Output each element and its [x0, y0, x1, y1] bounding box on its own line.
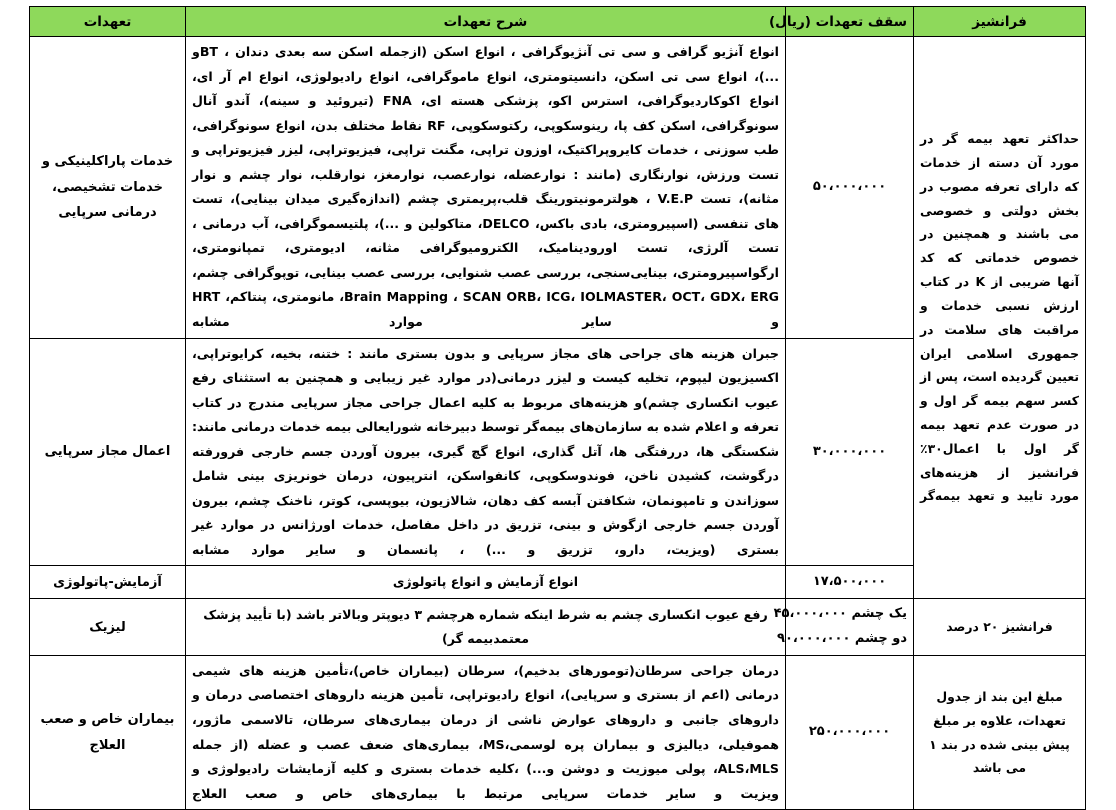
benefit-name-special: بیماران خاص و صعب العلاج	[30, 655, 186, 809]
benefit-name-lasik: لیزیک	[30, 599, 186, 655]
benefit-name-lab: آزمایش-پاتولوژی	[30, 566, 186, 599]
franchise-cell-lasik: فرانشیز ۲۰ درصد	[914, 599, 1086, 655]
ceiling-line-two-eyes: دو چشم ۹۰،۰۰۰،۰۰۰	[777, 631, 907, 647]
ceiling-cell-outpatient: ۳۰،۰۰۰،۰۰۰	[786, 338, 914, 566]
benefit-name-paraclinic: خدمات پاراکلینیکی و خدمات تشخیصی، درمانی سرپایی	[30, 37, 186, 339]
table-body	[30, 37, 1086, 810]
description-cell-special: درمان جراحی سرطان(تومورهای بدخیم)، سرطان (بیماران خاص)،تأمین هزینه های شیمی درمانی (اعم از بستری و سرپایی)، انواع رادیوتراپی، تأمین هزینه داروهای اختصاصی درمان و داروهای جانبی و داروهای عوارض ناشی از درمان بیماری‌های سرطان، تالاسمی ماژور، هموفیلی، دیالیزی و بیماران پره لوسمی،MS، بیماری‌های ضعف عصب و عضله (از جمله ALS،MLS، پولی میوزیت و دوشن و...) ،کلیه خدمات بستری و کلیه آزمایشات رادیولوژی و ویزیت و سایر خدمات سرپایی مرتبط با بیماری‌های خاص و صعب العلاج	[186, 655, 786, 809]
description-cell-lab: انواع آزمایش و انواع پاتولوژی	[186, 566, 786, 599]
ceiling-cell-lasik	[773, 599, 914, 655]
franchise-cell-paraclinic: حداکثر تعهد بیمه گر در مورد آن دسته از خدمات که دارای تعرفه مصوب در بخش دولتی و خصوصی می باشند و همچنین در خصوص خدماتی که کد آنها ضریبی از K در کتاب ارزش نسبی خدمات و مراقبت های سلامت در جمهوری اسلامی ایران تعیین گردیده است، پس از کسر سهم بیمه گر اول و در صورت عدم تعهد بیمه گر اول با اعمال۳۰٪ فرانشیز از هزینه‌های مورد تایید و تعهد بیمه‌گر	[914, 37, 1086, 599]
table-row	[30, 599, 1086, 655]
benefit-name-outpatient: اعمال مجاز سرپایی	[30, 338, 186, 566]
table-row	[30, 37, 1086, 339]
franchise-cell-special: مبلغ این بند از جدول تعهدات، علاوه بر مبلغ پیش بینی شده در بند ۱ می باشد	[914, 655, 1086, 809]
insurance-benefits-table	[29, 6, 1086, 810]
ceiling-line-one-eye: یک چشم ۴۵،۰۰۰،۰۰۰	[773, 606, 907, 622]
column-header-franchise: فرانشیز	[914, 7, 1086, 37]
table-header-row	[30, 7, 1086, 37]
column-header-benefit: تعهدات	[30, 7, 186, 37]
description-cell-outpatient: جبران هزینه های جراحی های مجاز سرپایی و بدون بستری مانند : ختنه، بخیه، کرایوتراپی، اکسیزیون لیپوم، تخلیه کیست و لیزر درمانی(در موارد غیر زیبایی و همچنین به استثنای رفع عیوب انکساری چشم)و هزینه‌های مربوط به کلیه اعمال جراحی مجاز سرپایی مندرج در کتاب تعرفه و اعلام شده به سازمان‌های بیمه‌گر توسط دبیرخانه شورایعالی بیمه خدمات درمانی مانند: شکستگی ها، دررفتگی ها، آتل گذاری، انواع گچ گیری، بیرون آوردن جسم خارجی فرورفته درگوشت، کشیدن ناخن، فوندوسکوپی، کانفواسکن، انترپیون، درمان خونریزی بینی شامل سوزاندن و تامپونمان، شکافتن آبسه کف دهان، شالازیون، بیوپسی، کوتر، ناخنک چشم، بیرون آوردن جسم خارجی ازگوش و بینی، تزریق در داخل مفاصل، خدمات اورژانس در موارد غیر بستری (ویزیت، دارو، تزریق و ...) ، پانسمان و سایر موارد مشابه	[186, 338, 786, 566]
ceiling-cell-lab: ۱۷،۵۰۰،۰۰۰	[786, 566, 914, 599]
ceiling-cell-special: ۲۵۰،۰۰۰،۰۰۰	[786, 655, 914, 809]
table-row	[30, 655, 1086, 809]
table-header	[30, 7, 1086, 37]
column-header-description: شرح تعهدات	[186, 7, 786, 37]
description-cell-paraclinic: انواع آنژیو گرافی و سی تی آنژیوگرافی ، انواع اسکن (ازجمله اسکن سه بعدی دندان ، BTو ...)، انواع سی تی اسکن، دانسیتومتری، انواع ماموگرافی، انواع رادیولوژی، انواع ام آر ای، انواع اکوکاردیوگرافی، استرس اکو، پزشکی هسته ای، FNA (تیروئید و سینه)، آندو آنال سونوگرافی، اسکن کف پا، رینوسکوپی، رکتوسکوپی، RF نقاط مختلف بدن، انواع سونوگرافی، طب سوزنی ، خدمات کایروپراکتیک، اوزون تراپی، مگنت تراپی، فیزیوتراپی، لیزر فیزیوتراپی و تست ورزش، نوارنگاری (مانند : نوارعضله، نوارعصب، نوارمغز، نوارقلب، نوار چشم و نوار مثانه)، تست V.E.P ، هولترمونیتورینگ قلب،پریمتری چشم (اندازه‌گیری میدان بینایی)، تست های تنفسی (اسپیرومتری، بادی باکس، DELCO، متاکولین و ...)، پلتیسموگرافی، آب درمانی ، تست آلرژی، تست اورودینامیک، الکترومیوگرافی مثانه، ادیومتری، تمپانومتری، ارگواسپیرومتری، بینایی‌سنجی، بررسی عصب شنوایی، بررسی عصب بینایی، توپوگرافی چشم، Brain Mapping ، SCAN ORB، ICG، IOLMASTER، OCT، GDX، ERG، مانومتری، پنتاکم، HRT و سایر موارد مشابه	[186, 37, 786, 339]
ceiling-cell-paraclinic: ۵۰،۰۰۰،۰۰۰	[786, 37, 914, 339]
description-cell-lasik: رفع عیوب انکساری چشم به شرط اینکه شماره هرچشم ۳ دیوپتر وبالاتر باشد (با تأیید پزشک معتمدبیمه گر)	[186, 599, 786, 655]
column-header-ceiling: سقف تعهدات (ریال)	[786, 7, 914, 37]
